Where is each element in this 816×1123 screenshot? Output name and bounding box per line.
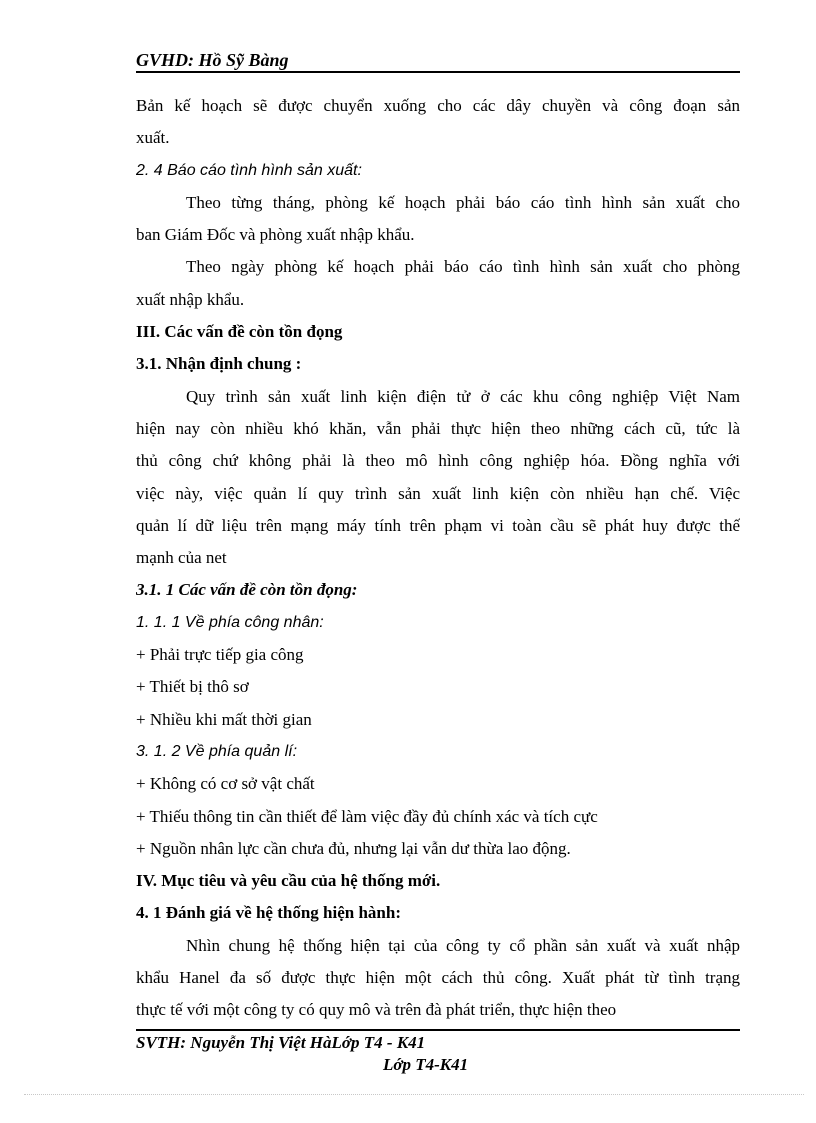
paragraph-line: hiện nay còn nhiều khó khăn, vẫn phải thực hiện theo những cách cũ, tức là bbox=[136, 418, 740, 438]
paragraph-line: ban Giám Đốc và phòng xuất nhập khẩu. bbox=[136, 225, 415, 245]
paragraph-line: thủ công chứ không phải là theo mô hình công nghiệp hóa. Đồng nghĩa với bbox=[136, 451, 740, 471]
list-item: + Không có cơ sở vật chất bbox=[136, 774, 315, 794]
page-footer-class: Lớp T4-K41 bbox=[383, 1055, 469, 1074]
paragraph-line: việc này, việc quản lí quy trình sản xuất linh kiện còn nhiều hạn chế. Việc bbox=[136, 483, 740, 503]
list-item: + Thiết bị thô sơ bbox=[136, 677, 249, 697]
document-body bbox=[136, 90, 740, 1027]
footer-divider bbox=[136, 1029, 740, 1031]
paragraph-line: Quy trình sản xuất linh kiện điện tử ở các khu công nghiệp Việt Nam bbox=[186, 386, 740, 406]
paragraph-line: Nhìn chung hệ thống hiện tại của công ty cổ phần sản xuất và xuất nhập bbox=[186, 935, 740, 955]
section-heading-4-1: 4. 1 Đánh giá về hệ thống hiện hành: bbox=[136, 903, 401, 923]
section-heading-2-4: 2. 4 Báo cáo tình hình sản xuất: bbox=[136, 161, 362, 179]
paragraph-line: khẩu Hanel đa số được thực hiện một cách thủ công. Xuất phát từ tình trạng bbox=[136, 968, 740, 988]
header-divider bbox=[136, 71, 740, 73]
section-heading-III: III. Các vấn đề còn tồn đọng bbox=[136, 322, 343, 342]
page-header: GVHD: Hồ Sỹ Bàng bbox=[136, 50, 289, 70]
section-heading-3-1-2: 3. 1. 2 Về phía quản lí: bbox=[136, 742, 298, 760]
list-item: + Thiếu thông tin cần thiết để làm việc đầy đủ chính xác và tích cực bbox=[136, 806, 598, 826]
list-item: + Nhiều khi mất thời gian bbox=[136, 709, 312, 729]
paragraph-line: Theo ngày phòng kế hoạch phải báo cáo tình hình sản xuất cho phòng bbox=[186, 257, 740, 277]
list-item: + Phải trực tiếp gia công bbox=[136, 645, 304, 665]
paragraph-line: quản lí dữ liệu trên mạng máy tính trên phạm vi toàn cầu sẽ phát huy được thế bbox=[136, 515, 740, 535]
section-heading-3-1-1: 3.1. 1 Các vấn đề còn tồn đọng: bbox=[136, 580, 358, 600]
paragraph-line: Theo từng tháng, phòng kế hoạch phải báo cáo tình hình sản xuất cho bbox=[186, 192, 740, 212]
paragraph-line: thực tế với một công ty có quy mô và trên đà phát triển, thực hiện theo bbox=[136, 1000, 617, 1020]
page-footer-author: SVTH: Nguyễn Thị Việt HàLớp T4 - K41 bbox=[136, 1033, 426, 1052]
paragraph-line: xuất. bbox=[136, 128, 170, 148]
paragraph-line: Bản kế hoạch sẽ được chuyển xuống cho các dây chuyền và công đoạn sản bbox=[136, 96, 740, 115]
section-heading-3-1: 3.1. Nhận định chung : bbox=[136, 354, 302, 374]
paragraph-line: mạnh của net bbox=[136, 548, 227, 568]
list-item: + Nguồn nhân lực cần chưa đủ, nhưng lại vẫn dư thừa lao động. bbox=[136, 838, 571, 858]
section-heading-1-1-1: 1. 1. 1 Về phía công nhân: bbox=[136, 613, 324, 631]
section-heading-IV: IV. Mục tiêu và yêu cầu của hệ thống mới. bbox=[136, 871, 441, 891]
paragraph-line: xuất nhập khẩu. bbox=[136, 289, 245, 309]
page-bottom-border bbox=[24, 1094, 804, 1095]
